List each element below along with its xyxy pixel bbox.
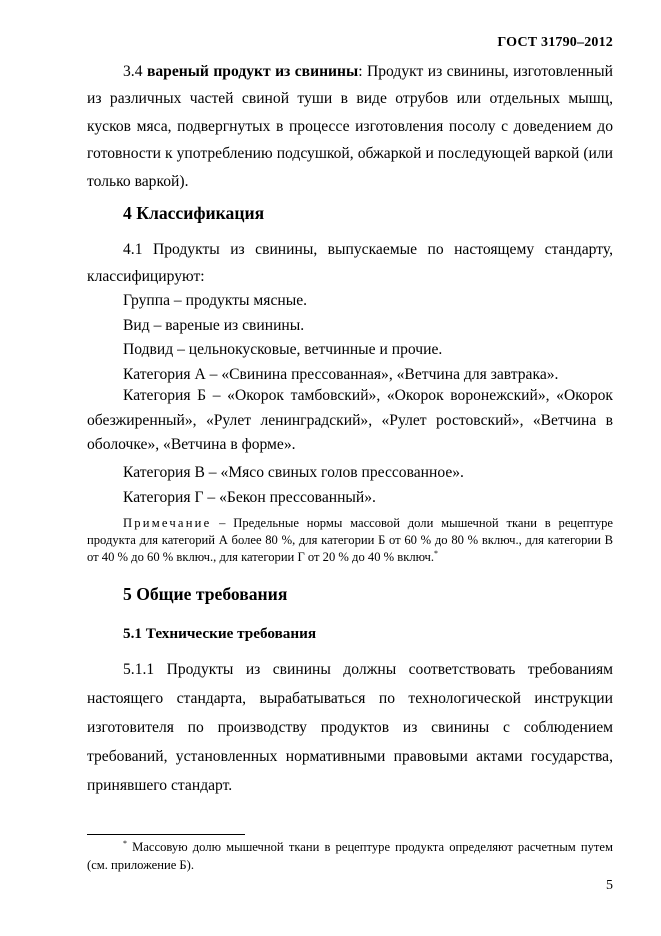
note-footnote-mark: * <box>434 548 439 558</box>
footnote-text: Массовую долю мышечной ткани в рецептуре продукта определяют расчетным путем (см. приложение Б). <box>87 840 613 872</box>
note-text: – Предельные нормы массовой доли мышечной ткани в рецептуре продукта для категорий А более 80 %, для категории Б от 60 % до 80 % включ., для категории В от 40 % до 60 % включ., для категории Г от 20 % до 40 % включ. <box>87 516 613 564</box>
paragraph-4-1: 4.1 Продукты из свинины, выпускаемые по настоящему стандарту, классифицируют: <box>87 241 613 286</box>
paragraph-5-1-1: 5.1.1 Продукты из свинины должны соответствовать требованиям настоящего стандарта, вырабатываться по технологической инструкции изготовителя по производству продуктов из свинины с соблюдением требований, установленных нормативными правовыми актами государства, принявшего стандарт. <box>87 661 613 794</box>
paragraph-3-4 <box>87 58 613 195</box>
section-heading-classification: 4 Классификация <box>123 203 265 223</box>
page-number: 5 <box>606 878 613 893</box>
standard-designation: ГОСТ 31790–2012 <box>497 35 613 50</box>
category-a: Категория А – «Свинина прессованная», «Ветчина для завтрака». <box>123 366 559 383</box>
classification-kind: Вид – вареные из свинины. <box>123 317 305 334</box>
term-definition: : Продукт из свинины, изготовленный из различных частей свиной туши в виде отрубов или отдельных мышц, кусков мяса, подвергнутых в процессе изготовления посолу с доведением до готовности к употреблению подсушкой, обжаркой и последующей варкой (или только варкой). <box>87 63 613 190</box>
defined-term: вареный продукт из свинины <box>146 63 359 80</box>
subsection-heading-technical-requirements: 5.1 Технические требования <box>123 625 317 642</box>
category-v: Категория В – «Мясо свиных голов прессованное». <box>123 464 464 481</box>
classification-note <box>87 515 613 565</box>
footnote <box>87 838 613 874</box>
footnote-separator <box>87 834 245 835</box>
note-label: Примечание <box>123 516 212 530</box>
section-heading-general-requirements: 5 Общие требования <box>123 584 288 604</box>
category-g: Категория Г – «Бекон прессованный». <box>123 489 376 506</box>
clause-number: 3.4 <box>123 63 143 80</box>
category-b: Категория Б – «Окорок тамбовский», «Окорок воронежский», «Окорок обезжиренный», «Рулет ленинградский», «Рулет ростовский», «Ветчина в оболочке», «Ветчина в форме». <box>87 387 613 453</box>
classification-subkind: Подвид – цельнокусковые, ветчинные и прочие. <box>123 341 443 358</box>
footnote-mark: * <box>123 838 127 848</box>
classification-group: Группа – продукты мясные. <box>123 292 308 309</box>
